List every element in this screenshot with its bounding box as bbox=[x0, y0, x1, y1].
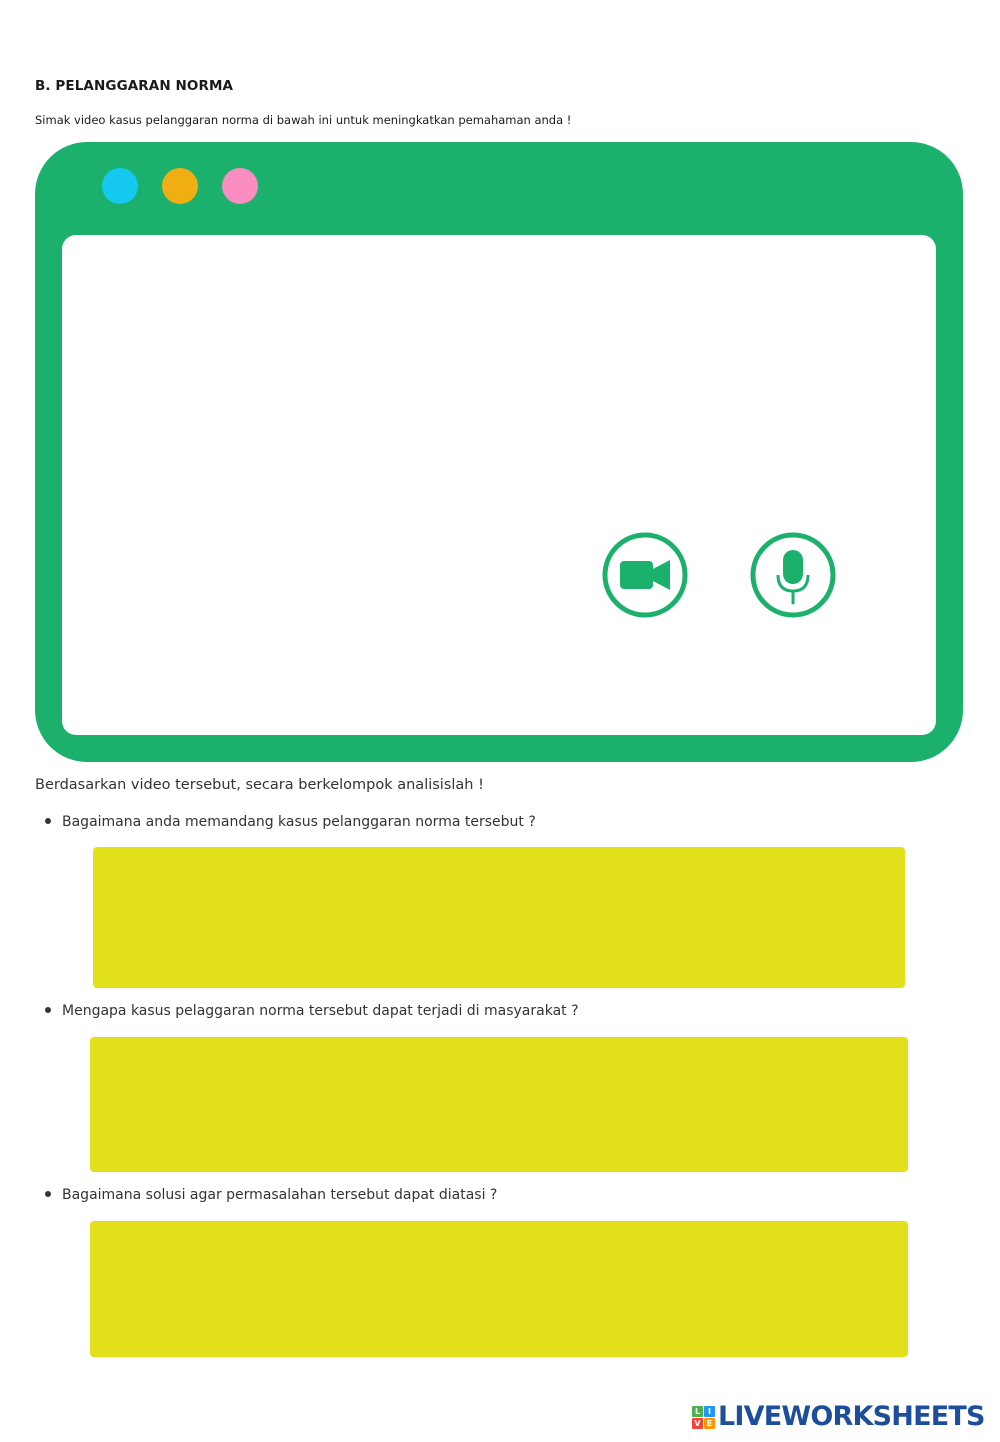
logo-letter: V bbox=[692, 1418, 703, 1429]
video-window bbox=[35, 142, 963, 762]
question-text: Mengapa kasus pelaggaran norma tersebut dapat terjadi di masyarakat ? bbox=[62, 1003, 579, 1019]
window-dot-blue bbox=[102, 168, 138, 204]
logo-letter: L bbox=[692, 1406, 703, 1417]
section-heading: B. PELANGGARAN NORMA bbox=[35, 78, 234, 94]
logo-letter: E bbox=[704, 1418, 715, 1429]
microphone-icon bbox=[749, 531, 837, 619]
question-text: Bagaimana solusi agar permasalahan tersebut dapat diatasi ? bbox=[62, 1187, 498, 1203]
question-3 bbox=[45, 1187, 497, 1203]
liveworksheets-logo bbox=[692, 1402, 985, 1432]
analysis-prompt: Berdasarkan video tersebut, secara berkelompok analisislah ! bbox=[35, 777, 484, 793]
logo-letter: I bbox=[704, 1406, 715, 1417]
bullet-icon bbox=[45, 818, 51, 824]
section-instruction: Simak video kasus pelanggaran norma di bawah ini untuk meningkatkan pemahaman anda ! bbox=[35, 113, 572, 127]
answer-box-1[interactable] bbox=[93, 847, 905, 988]
bullet-icon bbox=[45, 1191, 51, 1197]
question-text: Bagaimana anda memandang kasus pelanggaran norma tersebut ? bbox=[62, 814, 536, 830]
answer-box-3[interactable] bbox=[90, 1221, 908, 1357]
video-camera-icon bbox=[601, 531, 689, 619]
window-dot-orange bbox=[162, 168, 198, 204]
window-dot-pink bbox=[222, 168, 258, 204]
question-1 bbox=[45, 814, 536, 830]
camera-button[interactable] bbox=[601, 531, 689, 619]
logo-mark bbox=[692, 1406, 715, 1429]
video-player[interactable] bbox=[62, 235, 936, 735]
microphone-button[interactable] bbox=[749, 531, 837, 619]
answer-box-2[interactable] bbox=[90, 1037, 908, 1172]
bullet-icon bbox=[45, 1007, 51, 1013]
question-2 bbox=[45, 1003, 579, 1019]
logo-wordmark: LIVEWORKSHEETS bbox=[718, 1401, 985, 1432]
